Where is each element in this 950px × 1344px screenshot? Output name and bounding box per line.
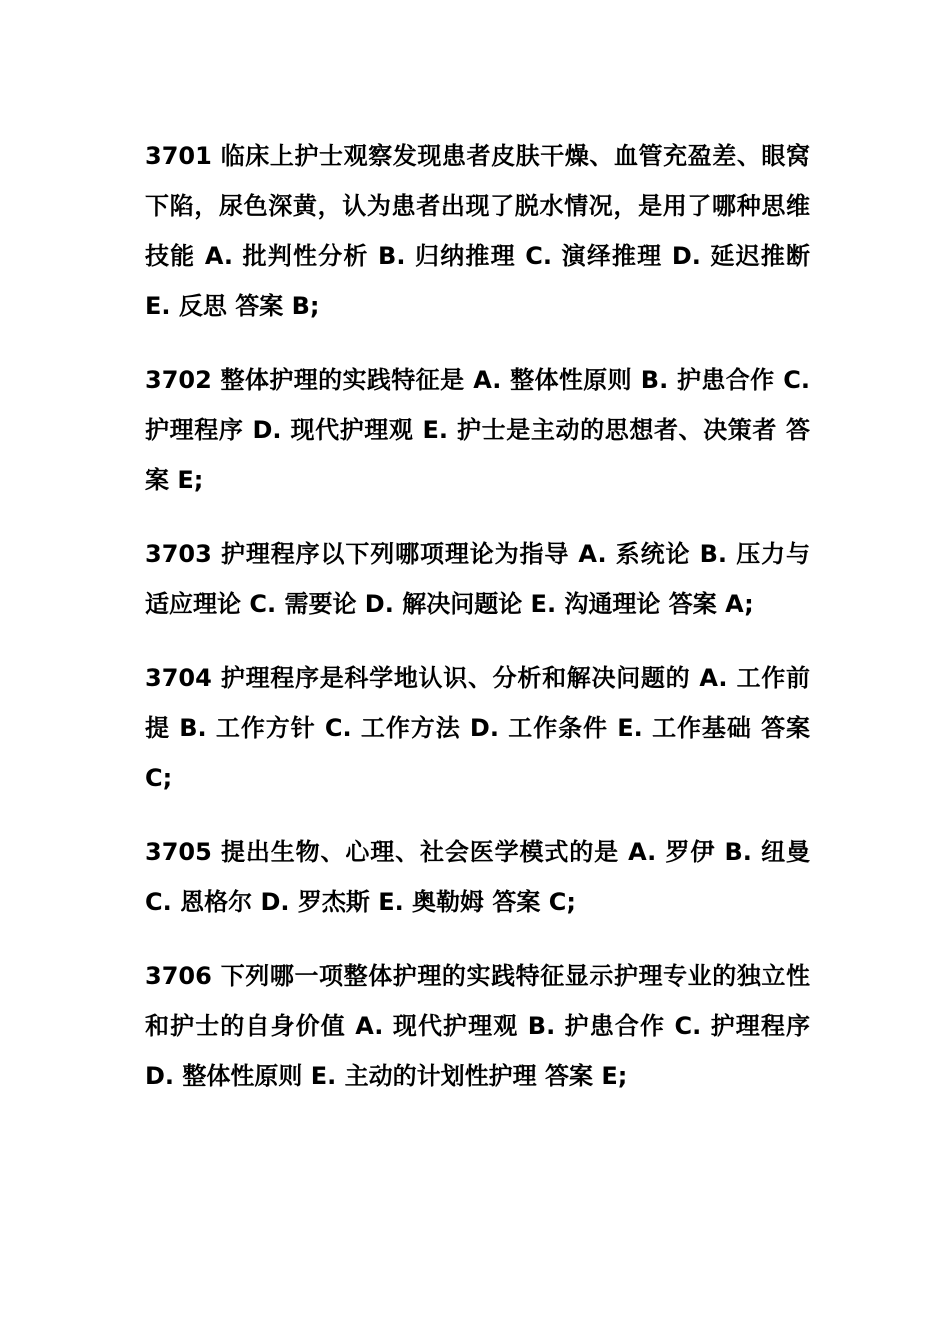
question-3706: 3706 下列哪一项整体护理的实践特征显示护理专业的独立性和护士的自身价值 A. 现代护理观 B. 护患合作 C. 护理程序 D. 整体性原则 E. 主动的计划性护理 答案 E; — [145, 962, 810, 1090]
question-3704: 3704 护理程序是科学地认识、分析和解决问题的 A. 工作前提 B. 工作方针 C. 工作方法 D. 工作条件 E. 工作基础 答案 C; — [145, 664, 810, 792]
question-3702: 3702 整体护理的实践特征是 A. 整体性原则 B. 护患合作 C. 护理程序 D. 现代护理观 E. 护士是主动的思想者、决策者 答案 E; — [145, 366, 810, 494]
question-3705: 3705 提出生物、心理、社会医学模式的是 A. 罗伊 B. 纽曼 C. 恩格尔 D. 罗杰斯 E. 奥勒姆 答案 C; — [145, 838, 810, 916]
question-3701: 3701 临床上护士观察发现患者皮肤干燥、血管充盈差、眼窝下陷，尿色深黄，认为患者出现了脱水情况，是用了哪种思维技能 A. 批判性分析 B. 归纳推理 C. 演绎推理 D. 延迟推断 E. 反思 答案 B; — [145, 142, 810, 320]
document-page — [145, 131, 810, 1125]
question-3703: 3703 护理程序以下列哪项理论为指导 A. 系统论 B. 压力与适应理论 C. 需要论 D. 解决问题论 E. 沟通理论 答案 A; — [145, 540, 810, 618]
